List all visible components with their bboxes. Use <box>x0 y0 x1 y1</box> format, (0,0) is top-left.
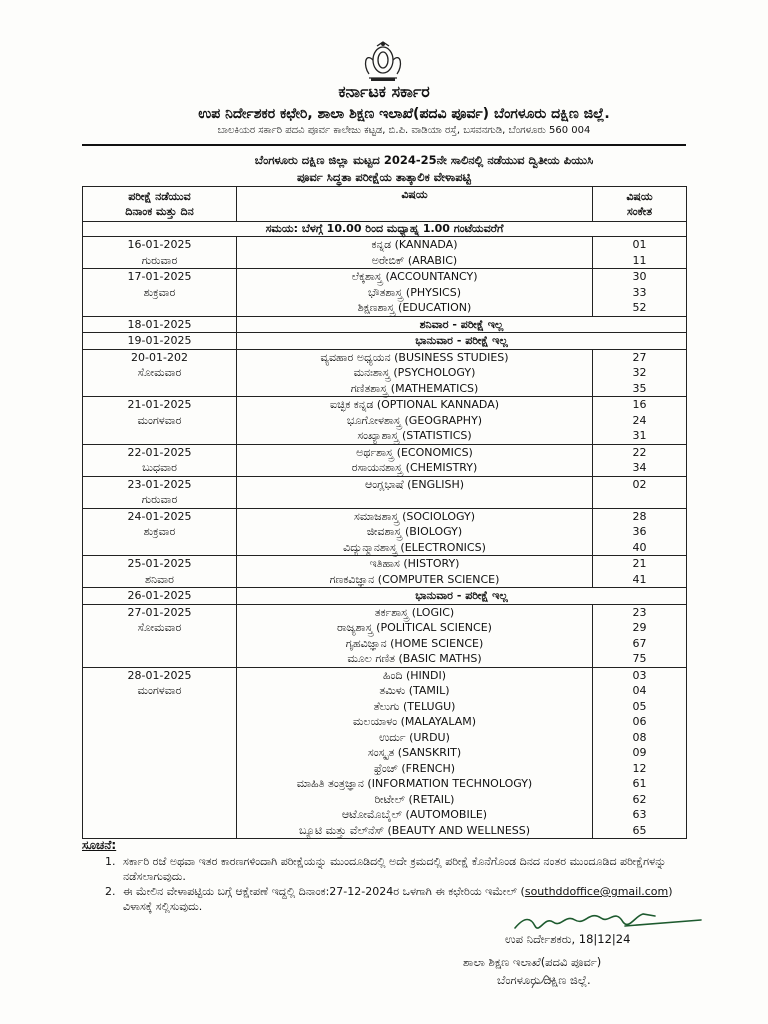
subject-code: 75 <box>632 652 647 665</box>
subject-name: ತೆಲುಗು (TELUGU) <box>373 699 456 713</box>
table-row <box>83 604 687 667</box>
column-header-code <box>593 187 687 222</box>
table-row <box>83 237 687 269</box>
codes-cell <box>593 604 687 667</box>
exam-date-cell <box>83 237 237 269</box>
no-exam-note: ಭಾನುವಾರ - ಪರೀಕ್ಷೆ ಇಲ್ಲ <box>237 588 687 605</box>
subject-name: ಮನಃಶಾಸ್ತ್ರ (PSYCHOLOGY) <box>353 366 476 379</box>
exam-time: ಸಮಯ: ಬೆಳಗ್ಗೆ 10.00 ರಿಂದ ಮಧ್ಯಾಹ್ನ 1.00 ಗಂಟೆಯವರೆಗೆ <box>83 222 687 237</box>
timetable-title-line2: ಪೂರ್ವ ಸಿದ್ಧತಾ ಪರೀಕ್ಷೆಯ ತಾತ್ಕಾಲಿಕ ವೇಳಾಪಟ್ಟಿ <box>297 170 471 184</box>
table-row <box>83 556 687 588</box>
subject-name: ಮಾಹಿತಿ ತಂತ್ರಜ್ಞಾನ (INFORMATION TECHNOLOGY) <box>296 777 533 790</box>
table-header-row <box>83 187 687 222</box>
subject-code: 29 <box>632 621 647 634</box>
no-exam-note: ಭಾನುವಾರ - ಪರೀಕ್ಷೆ ಇಲ್ಲ <box>237 333 687 350</box>
subject-name: ತರ್ಕಶಾಸ್ತ್ರ (LOGIC) <box>374 605 455 619</box>
subject-code: 23 <box>632 605 647 619</box>
subject-code: 06 <box>632 715 647 728</box>
office-address: ಬಾಲಕಿಯರ ಸರ್ಕಾರಿ ಪದವಿ ಪೂರ್ವ ಕಾಲೇಜು ಕಟ್ಟಡ, ಬಿ.ಪಿ. ವಾಡಿಯಾ ರಸ್ತೆ, ಬಸವನಗುಡಿ, ಬೆಂಗಳೂರು 560 004 <box>217 125 591 136</box>
table-row <box>83 269 687 317</box>
exam-date-cell <box>83 269 237 317</box>
subject-name: ಐಚ್ಛಿಕ ಕನ್ನಡ (OPTIONAL KANNADA) <box>329 398 500 411</box>
subject-name: ಆಟೋಮೊಬೈಲ್ (AUTOMOBILE) <box>341 808 488 821</box>
exam-date: 22-01-2025 <box>127 445 192 459</box>
subject-code: 30 <box>632 270 647 283</box>
subject-name: ಗೃಹವಿಜ್ಞಾನ (HOME SCIENCE) <box>345 636 484 650</box>
subject-code: 33 <box>632 285 647 299</box>
codes-cell <box>593 476 687 508</box>
subjects-cell <box>237 397 593 445</box>
exam-date-cell <box>83 316 237 333</box>
subject-code: 62 <box>632 792 647 806</box>
exam-date: 19-01-2025 <box>127 334 192 347</box>
table-row <box>83 397 687 445</box>
exam-day: ಗುರುವಾರ <box>141 493 178 506</box>
subject-code: 04 <box>632 684 647 697</box>
subject-code: 02 <box>632 477 647 491</box>
exam-day: ಮಂಗಳವಾರ <box>137 684 182 697</box>
subject-code: 21 <box>632 557 647 570</box>
subjects-cell <box>237 508 593 556</box>
exam-date-cell <box>83 333 237 350</box>
office-name: ಉಪ ನಿರ್ದೇಶಕರ ಕಛೇರಿ, ಶಾಲಾ ಶಿಕ್ಷಣ ಇಲಾಖೆ(ಪದವಿ ಪೂರ್ವ) ಬೆಂಗಳೂರು ದಕ್ಷಿಣ ಜಿಲ್ಲೆ. <box>198 106 610 122</box>
subject-code: 63 <box>632 808 647 821</box>
signatory-department: ಶಾಲಾ ಶಿಕ್ಷಣ ಇಲಾಖೆ(ಪದವಿ ಪೂರ್ವ) <box>463 955 602 969</box>
table-row <box>83 333 687 350</box>
subject-name: ರಸಾಯನಶಾಸ್ತ್ರ (CHEMISTRY) <box>351 461 478 474</box>
no-exam-note: ಶನಿವಾರ - ಪರೀಕ್ಷೆ ಇಲ್ಲ <box>237 316 687 333</box>
codes-cell <box>593 508 687 556</box>
exam-date-cell <box>83 349 237 397</box>
note-1-number: 1. <box>105 855 116 868</box>
timetable-body <box>83 237 687 839</box>
exam-date-cell <box>83 556 237 588</box>
subject-code: 36 <box>632 525 647 538</box>
subject-name: ಆಂಗ್ಲಭಾಷೆ (ENGLISH) <box>364 477 465 491</box>
table-row <box>83 476 687 508</box>
subjects-cell <box>237 269 593 317</box>
exam-date-cell <box>83 444 237 476</box>
subjects-cell <box>237 349 593 397</box>
subject-code: 12 <box>632 761 647 775</box>
time-row <box>83 222 687 237</box>
exam-date: 23-01-2025 <box>127 477 192 491</box>
exam-day: ಶನಿವಾರ <box>145 572 174 586</box>
exam-date-cell <box>83 604 237 667</box>
subject-code: 41 <box>632 572 647 586</box>
government-title: ಕರ್ನಾಟಕ ಸರ್ಕಾರ <box>338 82 430 101</box>
exam-day: ಮಂಗಳವಾರ <box>137 413 182 427</box>
exam-date: 16-01-2025 <box>127 238 192 251</box>
subjects-cell <box>237 444 593 476</box>
subject-name: ಜೀವಶಾಸ್ತ್ರ (BIOLOGY) <box>366 525 463 538</box>
table-row <box>83 444 687 476</box>
subject-name: ಸಮಾಜಶಾಸ್ತ್ರ (SOCIOLOGY) <box>354 509 475 523</box>
exam-date: 27-01-2025 <box>127 605 192 619</box>
subject-code: 03 <box>632 668 647 682</box>
codes-cell <box>593 237 687 269</box>
subject-code: 01 <box>632 238 647 251</box>
exam-day: ಬುಧವಾರ <box>142 461 177 474</box>
exam-date-cell <box>83 588 237 605</box>
subject-code: 35 <box>632 381 647 395</box>
note-2-number: 2. <box>105 885 116 898</box>
exam-date: 26-01-2025 <box>127 589 192 602</box>
exam-date: 25-01-2025 <box>127 557 192 570</box>
exam-date: 28-01-2025 <box>127 668 192 682</box>
subject-code: 67 <box>632 636 647 650</box>
subject-code: 34 <box>632 461 647 474</box>
exam-day: ಸೋಮವಾರ <box>137 366 182 379</box>
subject-name: ಕನ್ನಡ (KANNADA) <box>371 238 458 251</box>
column-header-subject: ವಿಷಯ <box>237 187 593 222</box>
subject-name: ಸಂಖ್ಯಾಶಾಸ್ತ್ರ (STATISTICS) <box>357 429 472 442</box>
column-header-code-line1: ವಿಷಯ <box>626 190 653 203</box>
exam-date-cell <box>83 508 237 556</box>
subjects-cell <box>237 604 593 667</box>
subject-code: 31 <box>632 429 647 442</box>
note-2-suffix: ) ವಿಳಾಸಕ್ಕೆ ಸಲ್ಲಿಸುವುದು. <box>123 885 673 913</box>
office-email-link[interactable]: southddoffice@gmail.com <box>524 885 669 898</box>
subject-code: 16 <box>632 398 647 411</box>
notes-heading: ಸೂಚನೆ: <box>82 838 117 852</box>
subject-name: ಹಿಂದಿ (HINDI) <box>382 668 447 682</box>
exam-date: 21-01-2025 <box>127 398 192 411</box>
subject-name: ಭೂಗೋಳಶಾಸ್ತ್ರ (GEOGRAPHY) <box>346 413 483 427</box>
subjects-cell <box>237 556 593 588</box>
codes-cell <box>593 269 687 317</box>
subject-code: 24 <box>632 413 647 427</box>
subject-name: ತಮಿಳು (TAMIL) <box>379 684 450 697</box>
note-2-prefix: ಈ ಮೇಲಿನ ವೇಳಾಪಟ್ಟಿಯ ಬಗ್ಗೆ ಆಕ್ಷೇಪಣೆ ಇದ್ದಲ್ಲಿ ದಿನಾಂಕ:27-12-2024ರ ಒಳಗಾಗಿ ಈ ಕಛೇರಿಯ ಇಮೇಲ್ ( <box>123 885 525 898</box>
table-row <box>83 508 687 556</box>
subject-name: ಲೆಕ್ಕಶಾಸ್ತ್ರ (ACCOUNTANCY) <box>351 270 478 283</box>
subject-name: ಗಣಿತಶಾಸ್ತ್ರ (MATHEMATICS) <box>350 381 479 395</box>
codes-cell <box>593 397 687 445</box>
column-header-date-line2: ದಿನಾಂಕ ಮತ್ತು ದಿನ <box>125 205 194 218</box>
table-row <box>83 588 687 605</box>
subject-name: ಶಿಕ್ಷಣಶಾಸ್ತ್ರ (EDUCATION) <box>357 301 472 314</box>
subject-name: ರೀಟೇಲ್ (RETAIL) <box>374 792 455 806</box>
exam-date: 24-01-2025 <box>127 509 192 523</box>
column-header-date-line1: ಪರೀಕ್ಷೆ ನಡೆಯುವ <box>128 190 191 203</box>
subject-name: ಬ್ಯೂಟಿ ಮತ್ತು ವೆಲ್‌ನೆಸ್ (BEAUTY AND WELLNESS) <box>298 823 531 837</box>
subject-name: ಸಂಸ್ಕೃತ (SANSKRIT) <box>367 746 462 759</box>
codes-cell <box>593 444 687 476</box>
subjects-cell <box>237 237 593 269</box>
subject-name: ಉರ್ದು (URDU) <box>379 730 450 744</box>
exam-day: ಶುಕ್ರವಾರ <box>143 525 176 538</box>
codes-cell <box>593 349 687 397</box>
exam-timetable <box>82 186 687 839</box>
subject-name: ಫ್ರೆಂಚ್ (FRENCH) <box>373 761 456 775</box>
subject-code: 40 <box>632 540 647 554</box>
subject-code: 28 <box>632 509 647 523</box>
column-header-code-line2: ಸಂಕೇತ <box>626 205 653 218</box>
signatory-district: ಬೆಂಗಳೂರು ದಕ್ಷಿಣ ಜಿಲ್ಲೆ. <box>497 973 591 987</box>
subject-name: ಭೌತಶಾಸ್ತ್ರ (PHYSICS) <box>367 285 462 299</box>
exam-day: ಗುರುವಾರ <box>141 253 178 267</box>
subject-name: ಮೂಲ ಗಣಿತ (BASIC MATHS) <box>347 652 482 665</box>
table-row <box>83 316 687 333</box>
subject-name: ಗಣಕವಿಜ್ಞಾನ (COMPUTER SCIENCE) <box>329 572 500 586</box>
subject-name: ವಿದ್ಯುನ್ಮಾನಶಾಸ್ತ್ರ (ELECTRONICS) <box>343 540 486 554</box>
subject-code: 09 <box>632 746 647 759</box>
subject-code: 05 <box>632 699 647 713</box>
subject-code: 22 <box>632 445 647 459</box>
exam-date-cell <box>83 667 237 839</box>
subject-name: ಅರ್ಥಶಾಸ್ತ್ರ (ECONOMICS) <box>356 445 473 459</box>
note-1-text: ಸರ್ಕಾರಿ ರಜೆ ಅಥವಾ ಇತರ ಕಾರಣಗಳಿಂದಾಗಿ ಪರೀಕ್ಷೆಯನ್ನು ಮುಂದೂಡಿದಲ್ಲಿ ಅದೇ ಕ್ರಮದಲ್ಲಿ ಪರೀಕ್ಷೆ ಕೊನೆಗೊಂಡ ದಿನದ ನಂತರ ಮುಂದೂಡಿದ ಪರೀಕ್ಷೆಗಳನ್ನು ನಡೆಸಲಾಗುವುದು. <box>123 855 667 883</box>
signatory-designation: ಉಪ ನಿರ್ದೇಶಕರು, 18|12|24 <box>505 932 631 946</box>
exam-day: ಸೋಮವಾರ <box>137 621 182 634</box>
subject-code: 61 <box>632 777 647 790</box>
subject-name: ಇತಿಹಾಸ (HISTORY) <box>369 557 460 570</box>
exam-date-cell <box>83 397 237 445</box>
exam-day: ಶುಕ್ರವಾರ <box>143 285 176 299</box>
subject-code: 65 <box>632 823 647 837</box>
subject-code: 32 <box>632 366 647 379</box>
exam-date: 20-01-202 <box>131 350 188 364</box>
table-row <box>83 349 687 397</box>
subject-name: ಮಲಯಾಳಂ (MALAYALAM) <box>352 715 477 728</box>
subject-code: 08 <box>632 730 647 744</box>
column-header-date <box>83 187 237 222</box>
subjects-cell <box>237 476 593 508</box>
subjects-cell <box>237 667 593 839</box>
subject-name: ರಾಜ್ಯಶಾಸ್ತ್ರ (POLITICAL SCIENCE) <box>337 621 492 634</box>
table-row <box>83 667 687 839</box>
codes-cell <box>593 556 687 588</box>
exam-date-cell <box>83 476 237 508</box>
header-divider <box>82 144 686 146</box>
timetable-title-line1: ಬೆಂಗಳೂರು ದಕ್ಷಿಣ ಜಿಲ್ಲಾ ಮಟ್ಟದ 2024-25ನೇ ಸಾಲಿನಲ್ಲಿ ನಡೆಯುವ ದ್ವಿತೀಯ ಪಿಯುಸಿ <box>254 153 594 167</box>
subject-name: ವ್ಯವಹಾರ ಅಧ್ಯಯನ (BUSINESS STUDIES) <box>320 350 509 364</box>
subject-code: 27 <box>632 350 647 364</box>
rubber-stamp-icon <box>528 966 556 992</box>
exam-date: 18-01-2025 <box>127 317 192 331</box>
subject-code: 11 <box>632 253 647 267</box>
exam-date: 17-01-2025 <box>127 270 192 283</box>
subject-code: 52 <box>632 301 647 314</box>
karnataka-emblem-icon <box>359 40 407 84</box>
codes-cell <box>593 667 687 839</box>
subject-name: ಅರೇಬಿಕ್ (ARABIC) <box>371 253 458 267</box>
